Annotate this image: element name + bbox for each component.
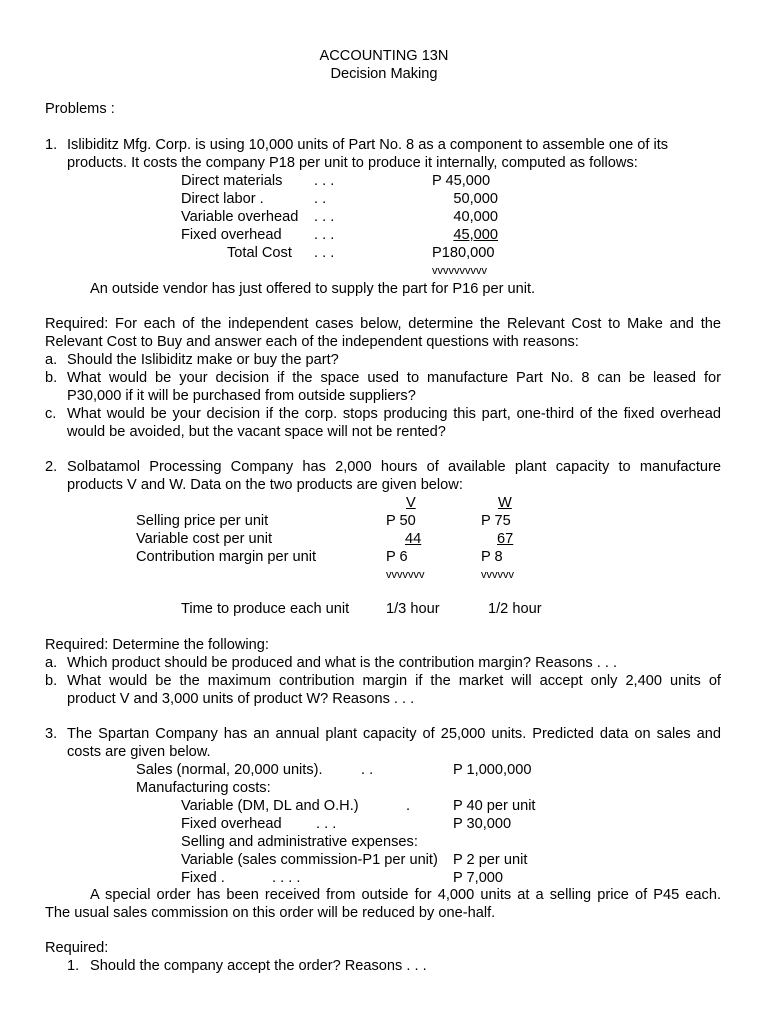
variable-label: Variable (DM, DL and O.H.)	[181, 798, 359, 814]
value-w: 67	[497, 531, 514, 547]
question-number: 1.	[67, 958, 80, 974]
leader-dots: . . .	[316, 816, 337, 832]
leader-dots: . . . .	[272, 870, 301, 886]
column-header-w: W	[498, 495, 512, 511]
row-label: Contribution margin per unit	[136, 549, 317, 565]
problem-intro-line: The Spartan Company has an annual plant capacity of 25,000 units. Predicted data on sales and	[67, 726, 721, 742]
row-label: Selling price per unit	[136, 513, 269, 529]
leader-dots: . .	[361, 762, 374, 778]
value-v: P 6	[386, 549, 408, 565]
required-text: Required:	[45, 940, 109, 956]
question-text: product V and 3,000 units of product W? Reasons . . .	[67, 691, 415, 707]
problems-label: Problems :	[45, 101, 115, 117]
sales-amount: P 1,000,000	[453, 762, 532, 778]
cost-amount: P 45,000	[432, 173, 491, 189]
course-title: ACCOUNTING 13N	[319, 48, 449, 64]
cost-amount: 50,000	[453, 191, 498, 207]
problem-intro-line: products V and W. Data on the two products are given below:	[67, 477, 463, 493]
cost-label: Fixed overhead	[181, 227, 282, 243]
leader-dots: . . .	[314, 245, 335, 261]
column-header-v: V	[406, 495, 416, 511]
double-underline-mark: vvvvvvvvvv	[432, 265, 487, 277]
commission-amount: P 2 per unit	[453, 852, 528, 868]
time-v: 1/3 hour	[386, 601, 440, 617]
time-w: 1/2 hour	[488, 601, 542, 617]
value-w: P 75	[481, 513, 511, 529]
question-text: What would be your decision if the space used to manufacture Part No. 8 can be leased for	[67, 370, 721, 386]
selling-admin-label: Selling and administrative expenses:	[181, 834, 418, 850]
fixed-label: Fixed .	[181, 870, 225, 886]
problem-number: 2.	[45, 459, 58, 475]
cost-amount: 45,000	[453, 227, 498, 243]
variable-amount: P 40 per unit	[453, 798, 536, 814]
question-text: Which product should be produced and what is the contribution margin? Reasons . . .	[67, 655, 618, 671]
problem-number: 3.	[45, 726, 58, 742]
question-letter: b.	[45, 370, 58, 386]
double-underline-mark: vvvvvv	[481, 569, 514, 581]
value-w: P 8	[481, 549, 503, 565]
double-underline-mark: vvvvvvv	[386, 569, 425, 581]
question-letter: b.	[45, 673, 58, 689]
question-text: Should the Islibiditz make or buy the part?	[67, 352, 339, 368]
leader-dots: . .	[314, 191, 327, 207]
question-text: Should the company accept the order? Reasons . . .	[90, 958, 427, 974]
fixed-overhead-amount: P 30,000	[453, 816, 512, 832]
question-text: P30,000 if it will be purchased from outside suppliers?	[67, 388, 416, 404]
special-order-text: A special order has been received from outside for 4,000 units at a selling price of P45 each.	[90, 887, 721, 903]
cost-label: Direct materials	[181, 173, 283, 189]
fixed-amount: P 7,000	[453, 870, 504, 886]
total-label: Total Cost	[227, 245, 292, 261]
leader-dots: . . .	[314, 173, 335, 189]
question-text: What would be your decision if the corp. stops producing this part, one-third of the fixed overhead	[67, 406, 721, 422]
vendor-offer: An outside vendor has just offered to supply the part for P16 per unit.	[90, 281, 536, 297]
question-letter: a.	[45, 655, 58, 671]
required-text: Required: Determine the following:	[45, 637, 269, 653]
question-text: would be avoided, but the vacant space will not be rented?	[67, 424, 446, 440]
leader-dots: . . .	[314, 227, 335, 243]
problem-intro-line: Islibiditz Mfg. Corp. is using 10,000 units of Part No. 8 as a component to assemble one of its	[67, 137, 669, 153]
row-label: Variable cost per unit	[136, 531, 273, 547]
value-v: 44	[405, 531, 422, 547]
required-text: Relevant Cost to Buy and answer each of the independent questions with reasons:	[45, 334, 579, 350]
special-order-text: The usual sales commission on this order will be reduced by one-half.	[45, 905, 496, 921]
sales-label: Sales (normal, 20,000 units).	[136, 762, 323, 778]
time-label: Time to produce each unit	[181, 601, 350, 617]
commission-label: Variable (sales commission-P1 per unit)	[181, 852, 438, 868]
question-letter: a.	[45, 352, 58, 368]
total-amount: P180,000	[432, 245, 495, 261]
cost-label: Direct labor .	[181, 191, 264, 207]
problem-intro-line: products. It costs the company P18 per unit to produce it internally, computed as follows:	[67, 155, 638, 171]
question-letter: c.	[45, 406, 57, 422]
cost-amount: 40,000	[453, 209, 498, 225]
fixed-overhead-label: Fixed overhead	[181, 816, 282, 832]
problem-number: 1.	[45, 137, 58, 153]
leader-dots: . . .	[314, 209, 335, 225]
manufacturing-label: Manufacturing costs:	[136, 780, 271, 796]
problem-intro-line: costs are given below.	[67, 744, 211, 760]
cost-label: Variable overhead	[181, 209, 299, 225]
value-v: P 50	[386, 513, 416, 529]
required-text: Required: For each of the independent cases below, determine the Relevant Cost to Make and the	[45, 316, 721, 332]
problem-intro-line: Solbatamol Processing Company has 2,000 hours of available plant capacity to manufacture	[67, 459, 721, 475]
question-text: What would be the maximum contribution margin if the market will accept only 2,400 units of	[67, 673, 721, 689]
leader-dots: .	[406, 798, 411, 814]
topic-title: Decision Making	[330, 66, 438, 82]
